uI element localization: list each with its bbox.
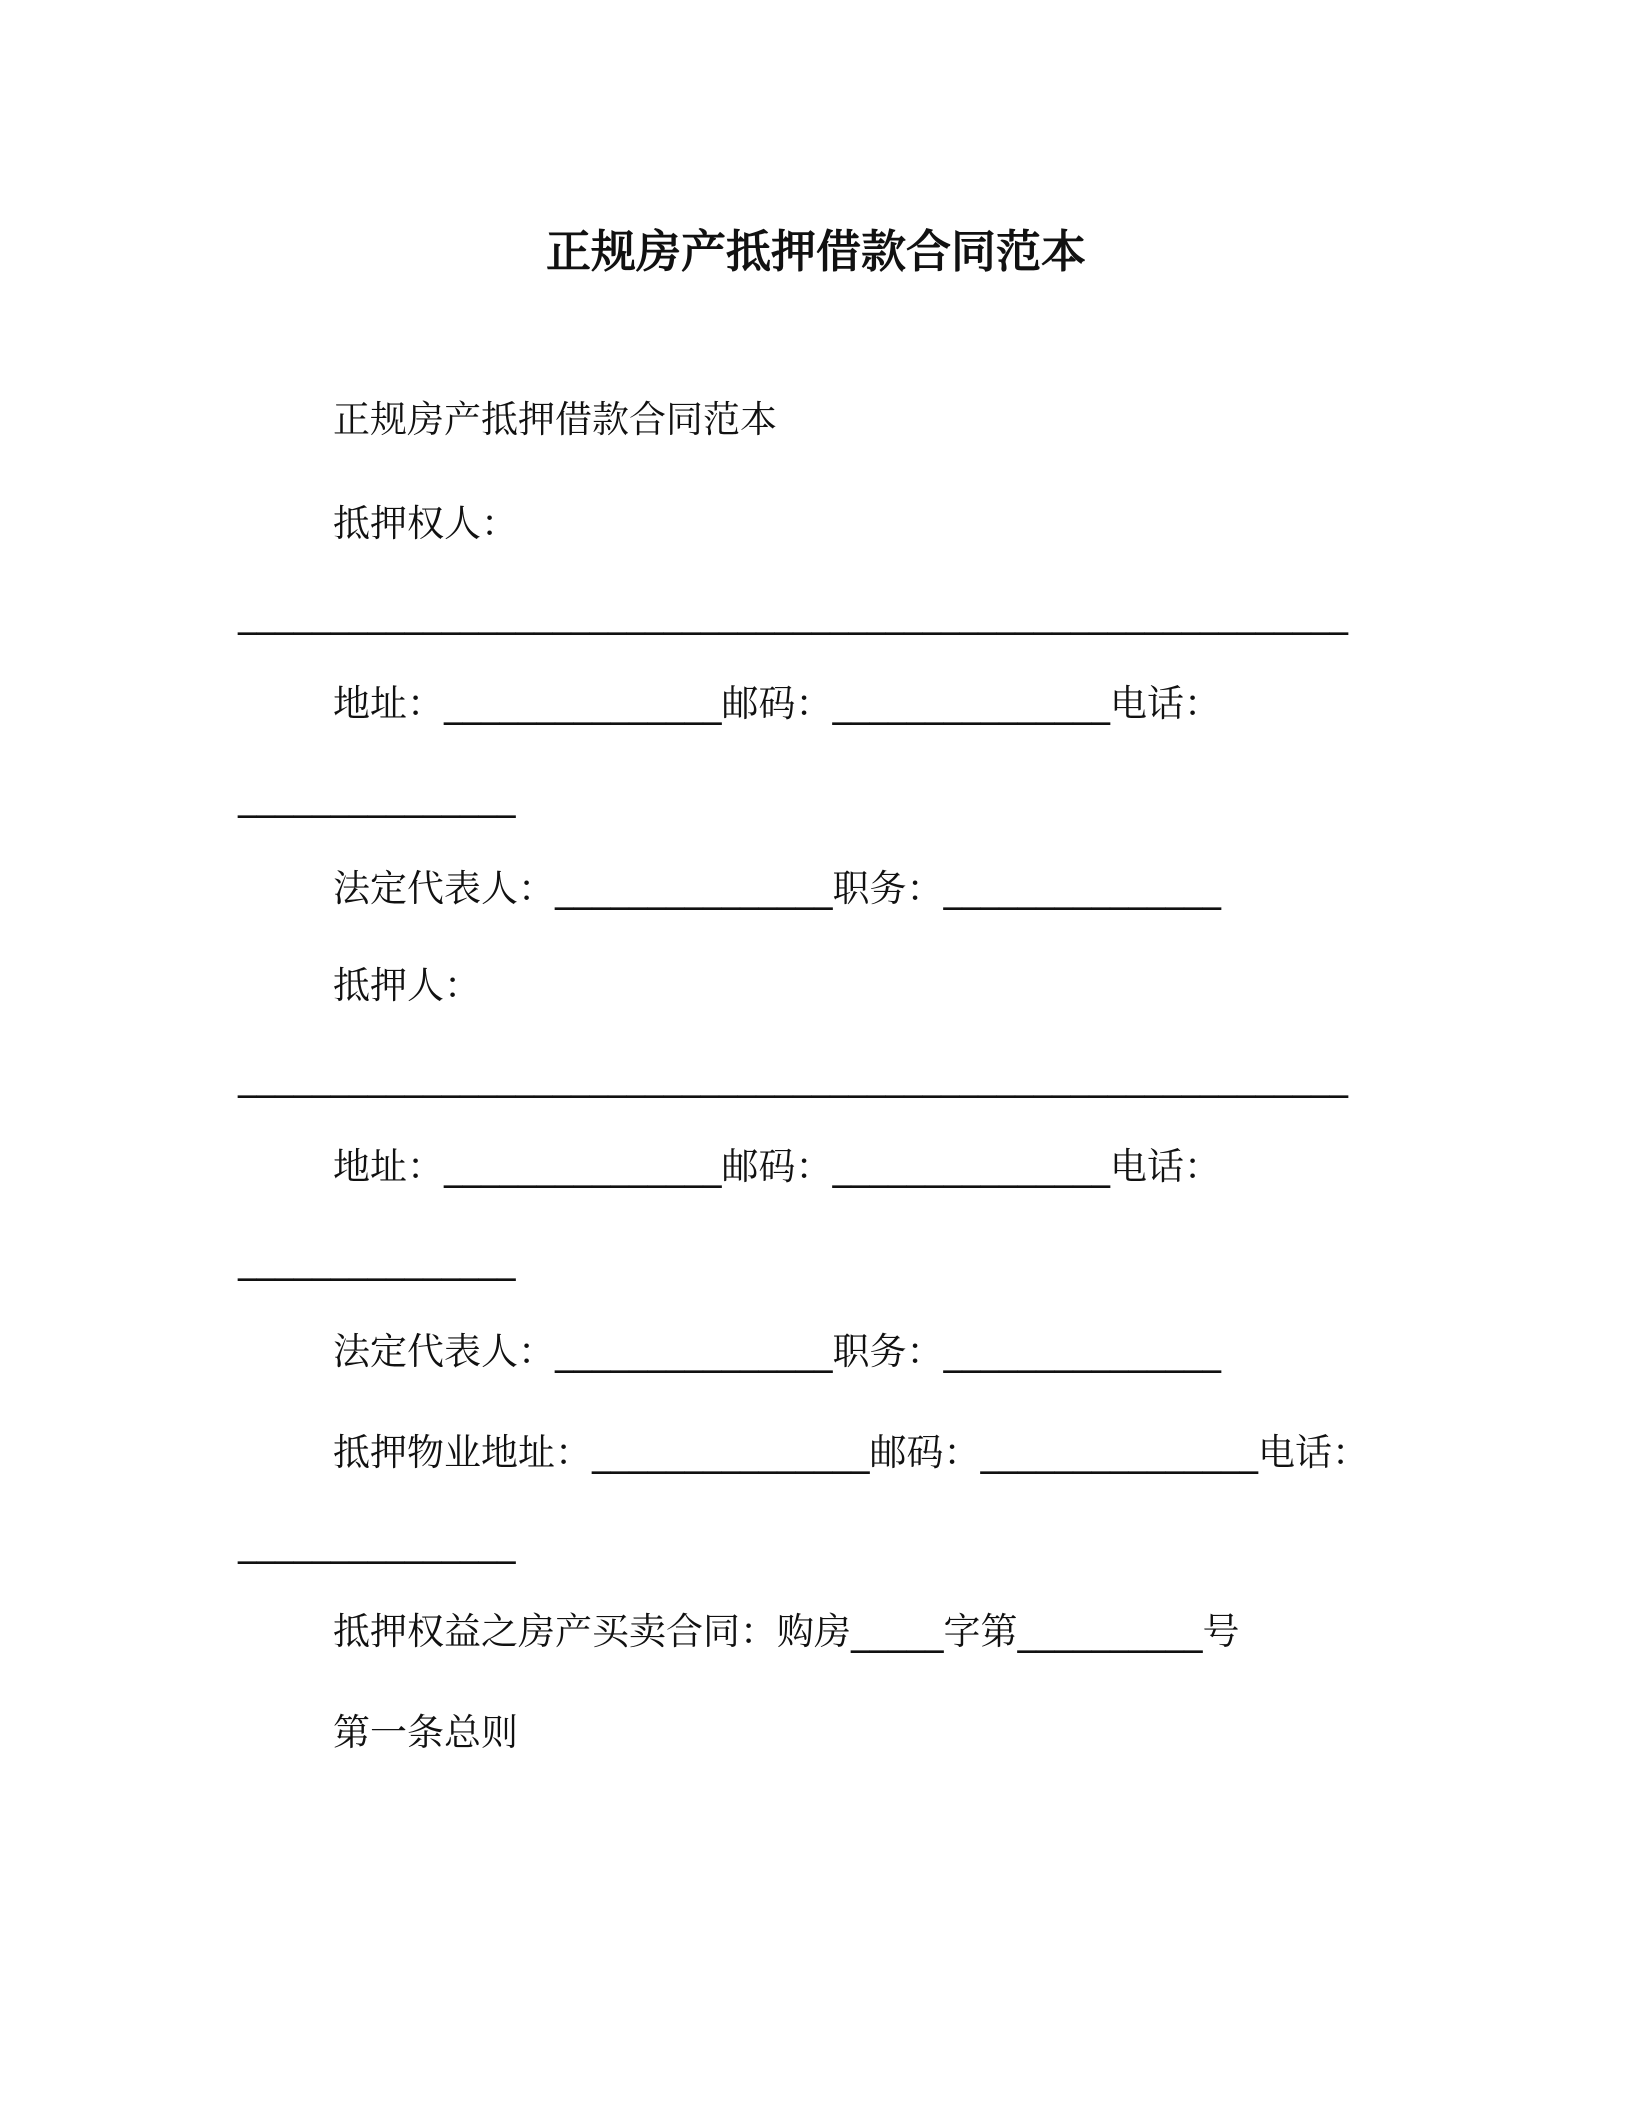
mortgagee-representative-line: 法定代表人：_______________职务：_______________ [333, 867, 1221, 910]
mortgagee-phone-blank: _______________ [238, 775, 516, 818]
sale-contract-line: 抵押权益之房产买卖合同：购房_____字第__________号 [333, 1610, 1240, 1653]
mortgagor-phone-blank: _______________ [238, 1238, 516, 1281]
mortgagee-address-line: 地址：_______________邮码：_______________电话： [333, 682, 1221, 725]
mortgagor-label: 抵押人： [333, 964, 481, 1007]
article-one-heading: 第一条总则 [333, 1711, 518, 1754]
mortgagor-address-line: 地址：_______________邮码：_______________电话： [333, 1145, 1221, 1188]
subtitle-line: 正规房产抵押借款合同范本 [333, 398, 777, 441]
mortgagor-representative-line: 法定代表人：_______________职务：_______________ [333, 1330, 1221, 1373]
mortgagee-label: 抵押权人： [333, 502, 518, 545]
mortgagee-blank-line: ____________________________________________________________ [238, 592, 1348, 635]
property-phone-blank: _______________ [238, 1521, 516, 1564]
property-address-line: 抵押物业地址：_______________邮码：_______________电话： [333, 1431, 1369, 1474]
mortgagor-blank-line: ____________________________________________________________ [238, 1055, 1348, 1098]
document-title: 正规房产抵押借款合同范本 [545, 225, 1086, 278]
